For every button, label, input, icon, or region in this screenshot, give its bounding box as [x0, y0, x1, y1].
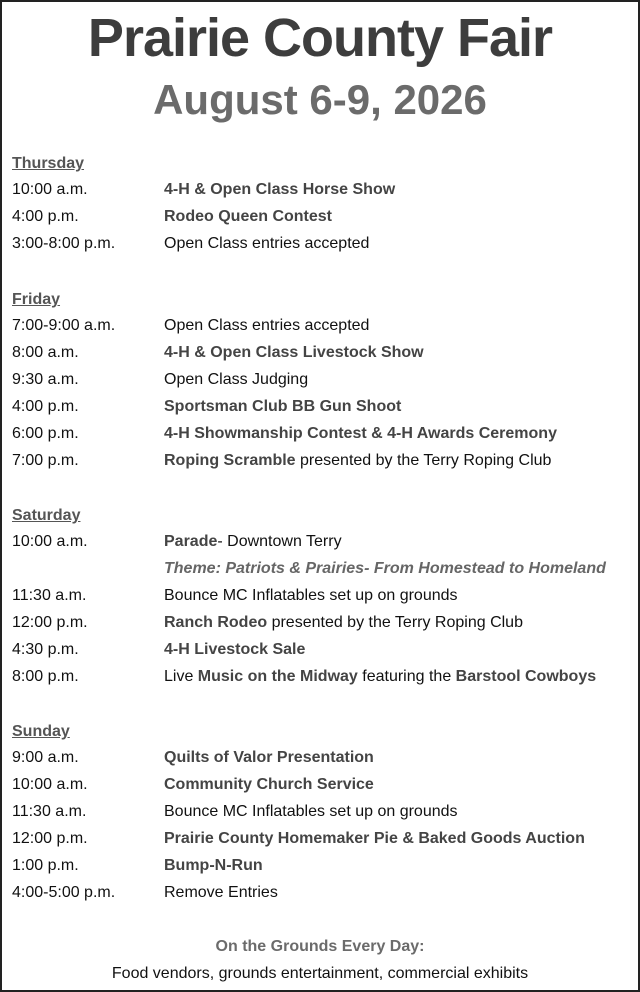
event-time: 4:00 p.m.	[12, 398, 79, 415]
event-title: Prairie County Homemaker Pie & Baked Goods Auction	[164, 830, 585, 847]
event-time: 4:00 p.m.	[12, 208, 79, 225]
schedule-row	[2, 855, 638, 877]
event-title-bold: Music on the Midway	[197, 668, 358, 685]
event-title: Rodeo Queen Contest	[164, 208, 333, 225]
event-time: 8:00 a.m.	[12, 344, 79, 361]
event-title	[164, 612, 523, 634]
schedule-row	[2, 585, 638, 607]
event-title	[164, 531, 342, 553]
parade-theme: Theme: Patriots & Prairies- From Homestead to Homeland	[164, 560, 606, 577]
event-time: 9:00 a.m.	[12, 749, 79, 766]
day-heading-friday: Friday	[12, 291, 61, 308]
event-time: 12:00 p.m.	[12, 614, 88, 631]
event-title-bold: Ranch Rodeo	[164, 614, 268, 631]
event-time: 10:00 a.m.	[12, 776, 88, 793]
event-time: 7:00 p.m.	[12, 452, 79, 469]
event-time: 7:00-9:00 a.m.	[12, 317, 116, 334]
day-heading-saturday: Saturday	[12, 507, 81, 524]
event-title: Remove Entries	[164, 884, 278, 901]
schedule-row	[2, 179, 638, 201]
event-time: 4:30 p.m.	[12, 641, 79, 658]
event-performer: Barstool Cowboys	[455, 668, 597, 685]
event-detail: presented by the Terry Roping Club	[267, 614, 523, 631]
event-detail: - Downtown Terry	[217, 533, 342, 550]
event-title: 4-H Showmanship Contest & 4-H Awards Ceremony	[164, 425, 557, 442]
event-time: 10:00 a.m.	[12, 181, 88, 198]
event-time: 9:30 a.m.	[12, 371, 79, 388]
schedule-row	[2, 342, 638, 364]
event-title-bold: Roping Scramble	[164, 452, 296, 469]
schedule-row	[2, 639, 638, 661]
page-title: Prairie County Fair	[87, 8, 553, 68]
event-title: 4-H & Open Class Horse Show	[164, 181, 396, 198]
event-title: Bounce MC Inflatables set up on grounds	[164, 803, 458, 820]
event-time: 6:00 p.m.	[12, 425, 79, 442]
event-detail: featuring the	[357, 668, 456, 685]
event-time: 8:00 p.m.	[12, 668, 79, 685]
event-time: 11:30 a.m.	[12, 587, 87, 604]
event-title: Sportsman Club BB Gun Shoot	[164, 398, 402, 415]
schedule-row	[2, 882, 638, 904]
event-time: 4:00-5:00 p.m.	[12, 884, 116, 901]
event-title-bold: Parade	[164, 533, 218, 550]
event-title: Quilts of Valor Presentation	[164, 749, 374, 766]
schedule-row	[2, 747, 638, 769]
schedule-row	[2, 828, 638, 850]
schedule-row	[2, 450, 638, 472]
schedule-row	[2, 369, 638, 391]
event-detail: presented by the Terry Roping Club	[295, 452, 552, 469]
event-time: 3:00-8:00 p.m.	[12, 235, 116, 252]
schedule-row	[2, 774, 638, 796]
event-time: 12:00 p.m.	[12, 830, 88, 847]
event-title: Community Church Service	[164, 776, 374, 793]
event-time: 10:00 a.m.	[12, 533, 88, 550]
event-title: 4-H Livestock Sale	[164, 641, 306, 658]
schedule-row	[2, 396, 638, 418]
schedule-row	[2, 423, 638, 445]
event-title: Bump-N-Run	[164, 857, 263, 874]
fair-dates: August 6-9, 2026	[153, 76, 487, 123]
grounds-heading: On the Grounds Every Day:	[215, 938, 425, 955]
event-title	[164, 450, 551, 472]
day-heading-sunday: Sunday	[12, 723, 70, 740]
event-time: 1:00 p.m.	[12, 857, 79, 874]
schedule-row	[2, 666, 638, 688]
day-heading-thursday: Thursday	[12, 155, 85, 172]
schedule-row	[2, 612, 638, 634]
schedule-row	[2, 531, 638, 553]
event-title: Open Class entries accepted	[164, 317, 370, 334]
event-title: 4-H & Open Class Livestock Show	[164, 344, 424, 361]
event-detail: Live	[164, 668, 198, 685]
event-title: Bounce MC Inflatables set up on grounds	[164, 587, 458, 604]
event-time: 11:30 a.m.	[12, 803, 87, 820]
event-title: Open Class entries accepted	[164, 235, 370, 252]
schedule-row	[2, 315, 638, 337]
schedule-row	[2, 233, 638, 255]
event-title: Open Class Judging	[164, 371, 309, 388]
parade-theme-row	[2, 558, 638, 580]
event-title	[164, 666, 596, 688]
grounds-description: Food vendors, grounds entertainment, commercial exhibits	[111, 965, 529, 982]
schedule-row	[2, 801, 638, 823]
schedule-row	[2, 206, 638, 228]
